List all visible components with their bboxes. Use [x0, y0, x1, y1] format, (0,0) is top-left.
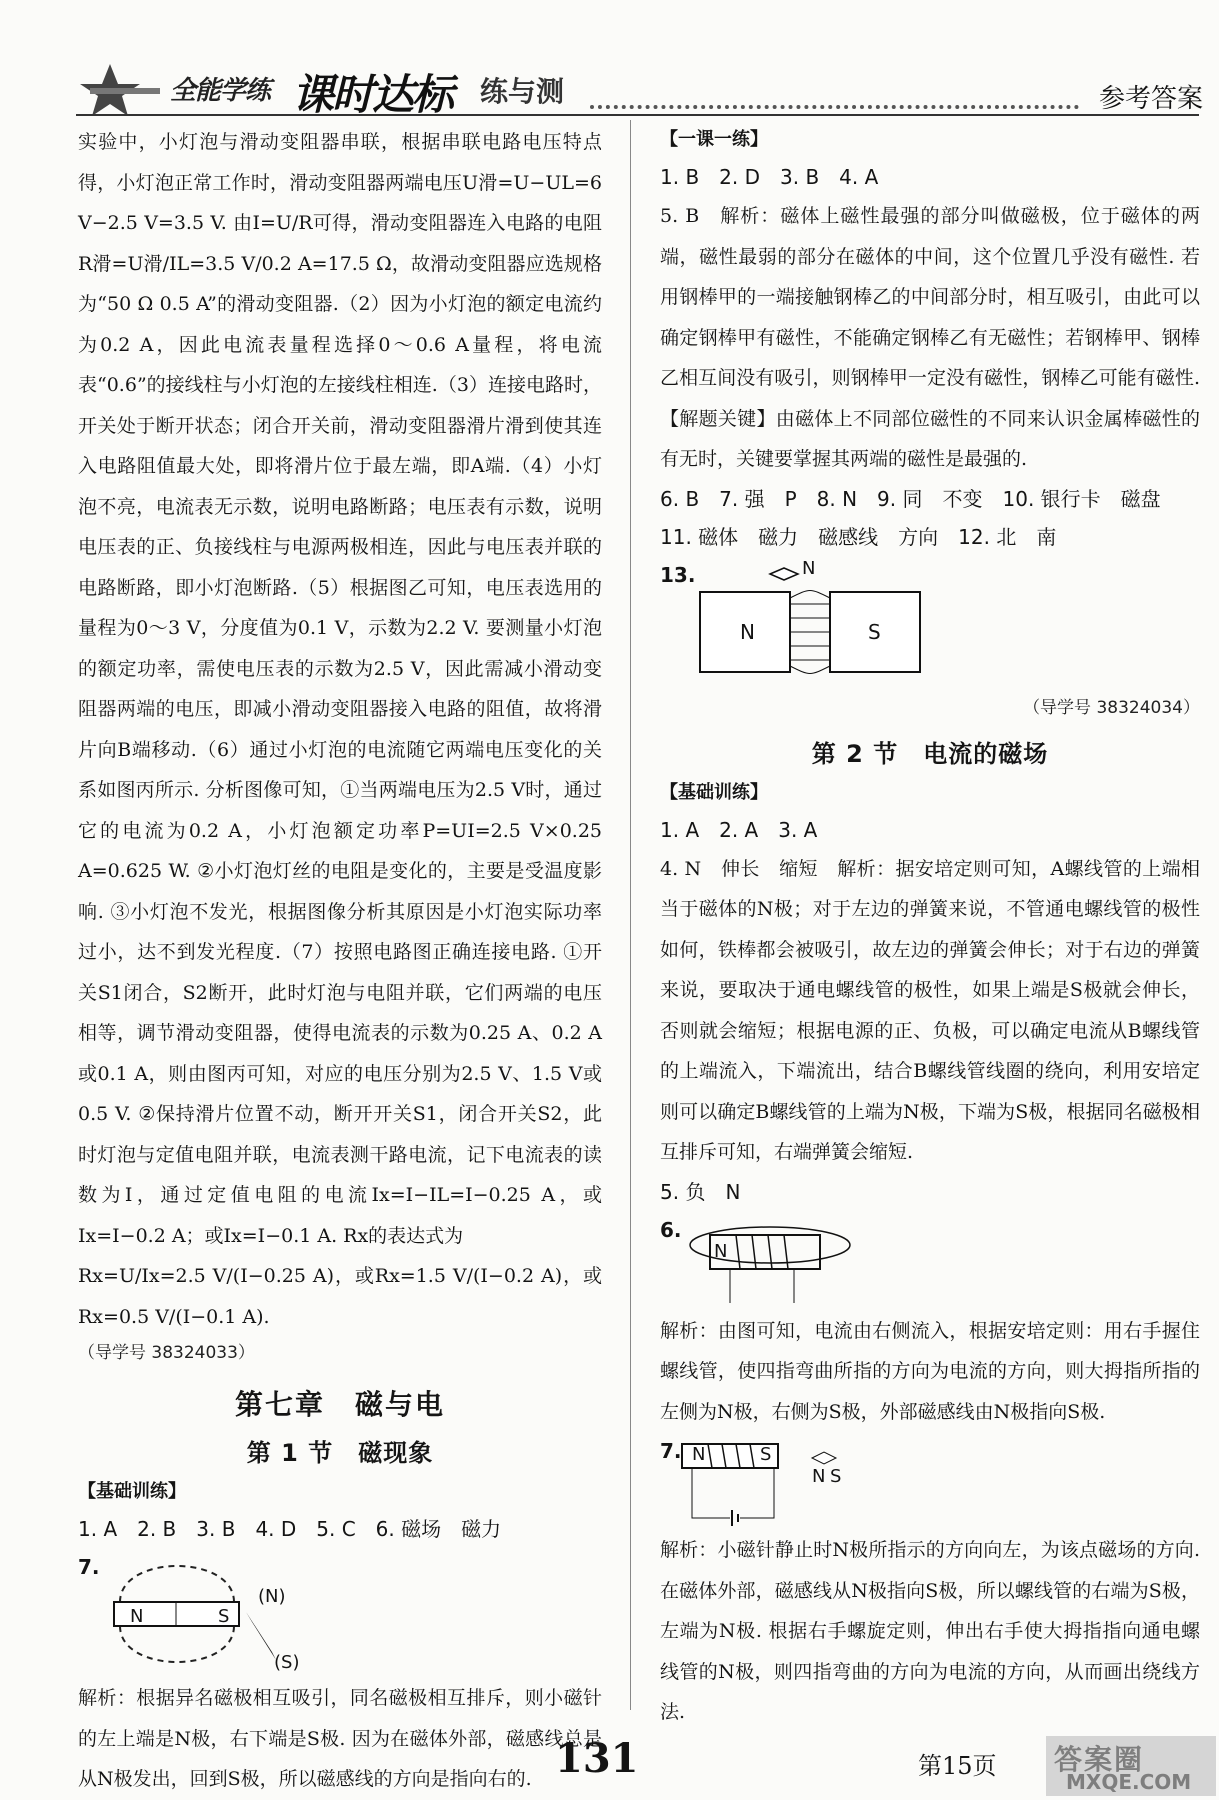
answer-line: 11. 磁体 磁力 磁感线 方向 12. 北 南 — [660, 524, 1057, 549]
watermark-stamp — [1046, 1736, 1216, 1796]
figure-6 — [660, 1211, 1200, 1311]
brand-tag: 练与测 — [480, 75, 565, 108]
page-number: 131 — [555, 1735, 639, 1782]
guide-number: （导学号 38324033） — [78, 1343, 255, 1363]
practice-label: 【一课一练】 — [660, 129, 768, 150]
header-dots — [590, 105, 1079, 109]
header-rule — [76, 114, 1199, 116]
page-label: 第15页 — [918, 1752, 997, 1780]
needle-n-label: (N) — [258, 1586, 286, 1607]
analysis-text: 解析：由图可知，电流由右侧流入，根据安培定则：用右手握住螺线管，使四指弯曲所指的方向为电流的方向，则大拇指所指的左侧为N极，右侧为S极，外部磁感线由N极指向S极. — [660, 1319, 1200, 1423]
brand-logo — [70, 62, 590, 118]
solution-paragraph: 实验中，小灯泡与滑动变阻器串联，根据串联电路电压特点得，小灯泡正常工作时，滑动变阻器两端电压U滑=U−UL=6 V−2.5 V=3.5 V. 由I=U/R可得，滑动变阻器连入电路的电阻R滑=U滑/IL=3.5 V/0.2 A=17.5 Ω，故滑动变阻器应选规格为“50 Ω 0.5 A”的滑动变阻器.（2）因为小灯泡的额定电流约为0.2 A，因此电流表量程选择0～0.6 A量程，将电流表“0.6”的接线柱与小灯泡的左接线柱相连.（3）连接电路时，开关处于断开状态；闭合开关前，滑动变阻器滑片滑到使其连入电路阻值最大处，即将滑片位于最左端，即A端.（4）小灯泡不亮，电流表无示数，说明电路断路；电压表有示数，说明电压表的正、负接线柱与电源两极相连，因此与电压表并联的电路断路，即小灯泡断路.（5）根据图乙可知，电压表选用的量程为0～3 V，分度值为0.1 V，示数为2.2 V. 要测量小灯泡的额定功率，需使电压表的示数为2.5 V，因此需减小滑动变阻器两端的电压，即减小滑动变阻器接入电路的阻值，故将滑片向B端移动.（6）通过小灯泡的电流随它两端电压变化的关系如图丙所示. 分析图像可知，①当两端电压为2.5 V时，通过它的电流为0.2 A，小灯泡额定功率P=UI=2.5 V×0.25 A=0.625 W. ②小灯泡灯丝的电阻是变化的，主要是受温度影响. ③小灯泡不发光，根据图像分析其原因是小灯泡实际功率过小，达不到发光程度.（7）按照电路图正确连接电路. ①开关S1闭合，S2断开，此时灯泡与电阻并联，它们两端的电压相等，调节滑动变阻器，使得电流表的示数为0.25 A、0.2 A或0.1 A，则由图丙可知，对应的电压分别为2.5 V、1.5 V或0.5 V. ②保持滑片位置不动，断开开关S1，闭合开关S2，此时灯泡与定值电阻并联，电流表测干路电流，记下电流表的读数为I，通过定值电阻的电流Ix=I−IL=I−0.25 A，或Ix=I−0.2 A；或Ix=I−0.1 A. Rx的表达式为 — [78, 131, 602, 1247]
figure-13 — [660, 556, 1200, 692]
question-number: 7. — [660, 1439, 682, 1463]
answer-line: 5. 负 N — [660, 1179, 741, 1204]
star-logo-icon — [70, 62, 170, 118]
magnet-n-label: N — [740, 619, 755, 644]
solenoid-figure — [680, 1211, 860, 1307]
page-header — [0, 0, 1219, 119]
coil-n-label: N — [692, 1444, 706, 1465]
needle-n-label: N — [812, 1466, 826, 1487]
brand-small: 全能学练 — [170, 76, 271, 106]
basic-training-label: 【基础训练】 — [660, 781, 768, 803]
coil-s-label: S — [760, 1444, 772, 1465]
needle-s-label: S — [830, 1466, 842, 1487]
needle-n-label: N — [802, 557, 816, 579]
solenoid-n-label: N — [714, 1240, 728, 1262]
answer-line: 1. B 2. D 3. B 4. A — [660, 165, 879, 189]
figure-7 — [78, 1548, 602, 1678]
coil-circuit-figure — [678, 1436, 898, 1532]
rx-formula: Rx=U/Ix=2.5 V/(I−0.25 A)，或Rx=1.5 V/(I−0.2 A)，或Rx=0.5 V/(I−0.1 A). — [78, 1265, 602, 1328]
section-label: 参考答案 — [1098, 84, 1203, 114]
left-column — [78, 122, 602, 1800]
section-title: 第 1 节 磁现象 — [246, 1439, 434, 1467]
watermark-url: MXQE.COM — [1066, 1770, 1192, 1794]
analysis-text: 4. N 伸长 缩短 解析：据安培定则可知，A螺线管的上端相当于磁体的N极；对于左边的弹簧来说，不管通电螺线管的极性如何，铁棒都会被吸引，故左边的弹簧会伸长；对于右边的弹簧来说，要取决于通电螺线管的极性，如果上端是S极就会伸长，否则就会缩短；根据电源的正、负极，可以确定电流从B螺线管的上端流入，下端流出，结合B螺线管线圈的绕向，利用安培定则可以确定B螺线管的上端为N极，下端为S极，根据同名磁极相互排斥可知，右端弹簧会缩短. — [660, 857, 1200, 1163]
basic-training-label: 【基础训练】 — [78, 1481, 186, 1502]
magnet-s-label: S — [868, 619, 881, 644]
column-divider — [630, 120, 631, 1710]
analysis-text: 解析：根据异名磁极相互吸引，同名磁极相互排斥，则小磁针的左上端是N极，右下端是S极. 因为在磁体外部，磁感线总是从N极发出，回到S极，所以磁感线的方向是指向右的. — [78, 1687, 602, 1790]
chapter-title: 第七章 磁与电 — [234, 1388, 445, 1421]
analysis-text: 解析：小磁针静止时N极所指示的方向向左，为该点磁场的方向. 在磁体外部，磁感线从N极指向S极，所以螺线管的右端为S极，左端为N极. 根据右手螺旋定则，伸出右手使大拇指指向通电螺线管的N极，则四指弯曲的方向为电流的方向，从而画出绕线方法. — [660, 1539, 1200, 1723]
answer-line: 1. A 2. A 3. A — [660, 817, 818, 842]
watermark-text: 答案圈 — [1054, 1743, 1145, 1776]
question-number: 7. — [78, 1555, 100, 1579]
figure-7b — [660, 1432, 1200, 1530]
question-number: 13. — [660, 562, 696, 587]
analysis-text: 5. B 解析：磁体上磁性最强的部分叫做磁极，位于磁体的两端，磁性最弱的部分在磁体的中间，这个位置几乎没有磁性. 若用钢棒甲的一端接触钢棒乙的中间部分时，相互吸引，由此可以确定钢棒甲有磁性，不能确定钢棒乙有无磁性；若钢棒甲、钢棒乙相互间没有吸引，则钢棒甲一定没有磁性，钢棒乙可能有磁性.【解题关键】由磁体上不同部位磁性的不同来认识金属棒磁性的有无时，关键要掌握其两端的磁性是最强的. — [660, 205, 1200, 470]
answer-line: 6. B 7. 强 P 8. N 9. 同 不变 10. 银行卡 磁盘 — [660, 486, 1161, 511]
needle-s-label: (S) — [274, 1652, 300, 1673]
question-number: 6. — [660, 1217, 682, 1242]
right-column — [660, 122, 1200, 1733]
answer-line: 1. A 2. B 3. B 4. D 5. C 6. 磁场 磁力 — [78, 1517, 502, 1541]
two-magnets-figure — [660, 558, 1060, 688]
magnet-s-label: S — [218, 1606, 230, 1627]
guide-number: （导学号 38324034） — [1023, 697, 1200, 718]
brand-large: 课时达标 — [292, 70, 453, 119]
magnet-n-label: N — [130, 1606, 144, 1627]
section-title: 第 2 节 电流的磁场 — [811, 739, 1049, 768]
